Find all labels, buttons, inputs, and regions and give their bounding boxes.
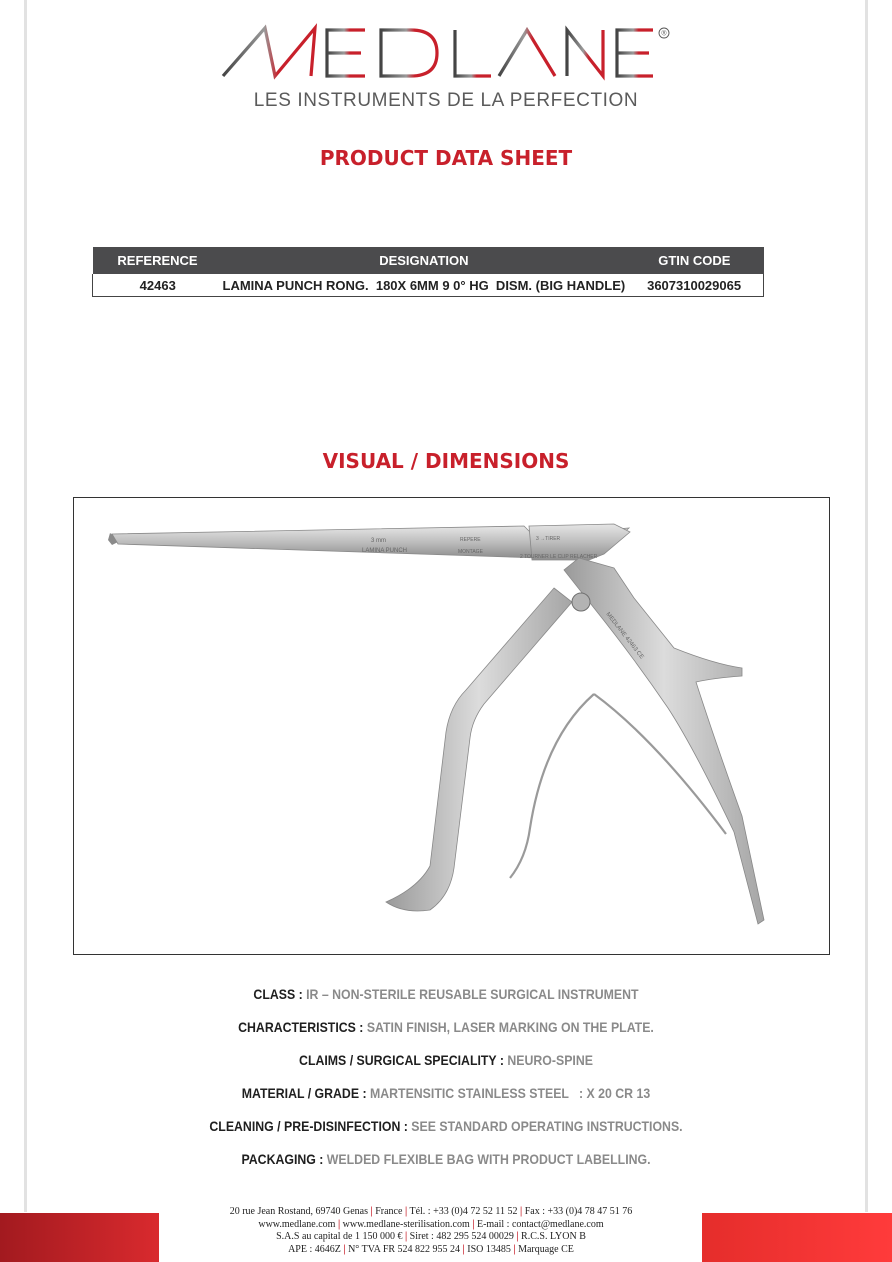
footer-country: France [375, 1206, 403, 1217]
table-header-row [93, 247, 764, 274]
spec-packaging-value: WELDED FLEXIBLE BAG WITH PRODUCT LABELLING. [326, 1151, 651, 1167]
spec-packaging [54, 1147, 839, 1180]
footer-phone: Tél. : +33 (0)4 72 52 11 52 [409, 1206, 518, 1217]
footer-website[interactable]: www.medlane.com [258, 1218, 336, 1230]
spec-claims [54, 1048, 839, 1081]
specifications-list [0, 982, 892, 1180]
header-gtin-code: GTIN CODE [625, 247, 763, 274]
footer-fax: Fax : +33 (0)4 78 47 51 76 [524, 1206, 633, 1217]
table-row [93, 274, 764, 297]
cell-designation: LAMINA PUNCH RONG. 180X 6MM 9 0° HG DISM. (BIG HANDLE) [223, 274, 626, 297]
marking-name: LAMINA PUNCH [362, 548, 408, 554]
footer-capital: S.A.S au capital de 1 150 000 € [276, 1231, 403, 1242]
spec-material-label: MATERIAL / GRADE : [241, 1085, 370, 1101]
cell-reference: 42463 [93, 274, 223, 297]
cell-gtin-code: 3607310029065 [625, 274, 763, 297]
lamina-punch-rongeur-illustration [74, 498, 829, 954]
spec-material [54, 1081, 839, 1114]
footer-email[interactable]: E-mail : contact@medlane.com [476, 1218, 604, 1230]
marking-step2: 2 TOURNER LE CLIP RELACHER [520, 554, 598, 560]
spec-class [54, 982, 839, 1015]
header-reference: REFERENCE [93, 247, 223, 274]
footer-sterilisation-website[interactable]: www.medlane-sterilisation.com [342, 1218, 470, 1230]
spec-class-value: IR – NON-STERILE REUSABLE SURGICAL INSTRUMENT [306, 986, 639, 1002]
spec-cleaning-label: CLEANING / PRE-DISINFECTION : [209, 1118, 412, 1134]
footer-accent-left [0, 1213, 159, 1262]
footer-vat: N° TVA FR 524 822 955 24 [348, 1243, 461, 1255]
spec-packaging-label: PACKAGING : [241, 1151, 327, 1167]
marking-montage: MONTAGE [458, 549, 483, 555]
marking-step3: 3 →TIRER [536, 536, 561, 542]
spec-claims-value: NEURO-SPINE [507, 1052, 593, 1068]
brand-tagline: LES INSTRUMENTS DE LA PERFECTION [253, 90, 639, 111]
footer-web-line: www.medlane.com | www.medlane-sterilisation.com | E-mail : contact@medlane.com [258, 1218, 604, 1230]
footer-rcs: R.C.S. LYON B [521, 1231, 586, 1242]
footer-iso: ISO 13485 [467, 1243, 511, 1255]
spec-characteristics-value: SATIN FINISH, LASER MARKING ON THE PLATE. [366, 1019, 654, 1035]
footer-registration-line: APE : 4646Z | N° TVA FR 524 822 955 24 | ISO 13485 | Marquage CE [288, 1243, 574, 1255]
footer-ce-marking: Marquage CE [518, 1243, 574, 1255]
spec-cleaning-value: SEE STANDARD OPERATING INSTRUCTIONS. [411, 1118, 683, 1134]
header-designation: DESIGNATION [223, 247, 626, 274]
spec-claims-label: CLAIMS / SURGICAL SPECIALITY : [299, 1052, 508, 1068]
spec-class-label: CLASS : [253, 986, 307, 1002]
visual-dimensions-heading: VISUAL / DIMENSIONS [322, 449, 570, 473]
marking-repere: REPERE [460, 537, 481, 543]
footer-address-line: 20 rue Jean Rostand, 69740 Genas | France | Tél. : +33 (0)4 72 52 11 52 | Fax : +33 (0)4 78 47 51 76 [229, 1206, 633, 1217]
footer-ape: APE : 4646Z [288, 1243, 341, 1255]
medlane-logo [215, 22, 675, 82]
marking-size: 3 mm [371, 538, 386, 544]
product-image-frame [73, 497, 830, 955]
footer-legal-line: S.A.S au capital de 1 150 000 € | Siret : 482 295 524 00029 | R.C.S. LYON B [276, 1231, 586, 1242]
spec-characteristics [54, 1015, 839, 1048]
footer-siret: Siret : 482 295 524 00029 [409, 1231, 514, 1242]
footer-accent-right [702, 1213, 892, 1262]
marking-brand-ref: MEDLANE 42463 CE [604, 611, 645, 661]
registered-mark: ® [661, 30, 667, 38]
spec-cleaning [54, 1114, 839, 1147]
product-data-sheet-heading: PRODUCT DATA SHEET [319, 146, 573, 170]
company-footer [165, 1206, 697, 1256]
reference-table [92, 247, 764, 297]
spec-characteristics-label: CHARACTERISTICS : [238, 1019, 367, 1035]
spec-material-value: MARTENSITIC STAINLESS STEEL : X 20 CR 13 [369, 1085, 651, 1101]
footer-address: 20 rue Jean Rostand, 69740 Genas [229, 1206, 369, 1217]
